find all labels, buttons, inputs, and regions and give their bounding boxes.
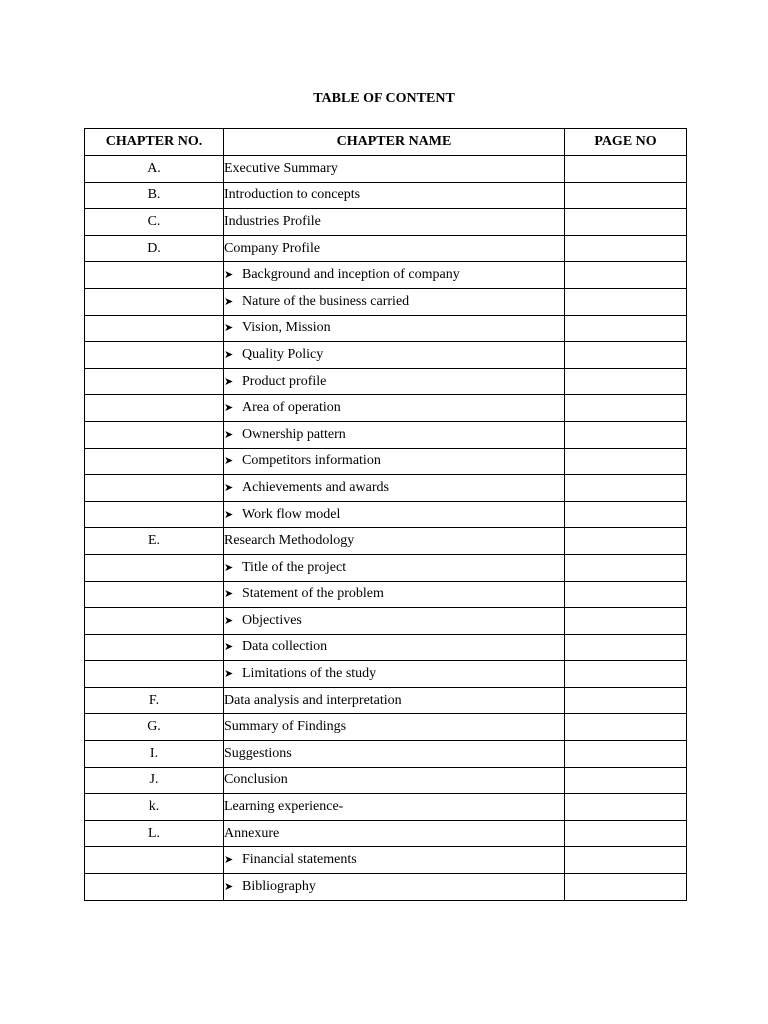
chapter-number: I. bbox=[85, 741, 224, 768]
chapter-name: Conclusion bbox=[224, 772, 288, 788]
chapter-name-cell bbox=[224, 581, 565, 608]
arrowhead-bullet-icon: ➤ bbox=[224, 401, 234, 415]
page-number bbox=[565, 608, 687, 635]
chapter-number: L. bbox=[85, 820, 224, 847]
chapter-name: Introduction to concepts bbox=[224, 187, 361, 203]
chapter-number bbox=[85, 421, 224, 448]
page-number bbox=[565, 448, 687, 475]
page-number bbox=[565, 288, 687, 315]
chapter-number bbox=[85, 368, 224, 395]
chapter-number bbox=[85, 661, 224, 688]
chapter-name: Data analysis and interpretation bbox=[224, 692, 402, 708]
table-row bbox=[85, 741, 687, 768]
chapter-number bbox=[85, 608, 224, 635]
table-row bbox=[85, 235, 687, 262]
chapter-number: E. bbox=[85, 528, 224, 555]
arrowhead-bullet-icon: ➤ bbox=[224, 374, 234, 388]
chapter-name: Financial statements bbox=[242, 852, 357, 868]
page-number bbox=[565, 235, 687, 262]
chapter-name: Summary of Findings bbox=[224, 719, 347, 735]
page-number bbox=[565, 767, 687, 794]
arrowhead-bullet-icon: ➤ bbox=[224, 587, 234, 601]
table-row bbox=[85, 820, 687, 847]
chapter-number bbox=[85, 874, 224, 901]
chapter-name-cell bbox=[224, 847, 565, 874]
page-number bbox=[565, 554, 687, 581]
chapter-number bbox=[85, 634, 224, 661]
table-body bbox=[85, 156, 687, 901]
chapter-name-cell bbox=[224, 342, 565, 369]
chapter-name: Bibliography bbox=[242, 878, 316, 894]
page-number bbox=[565, 315, 687, 342]
page-number bbox=[565, 528, 687, 555]
table-row bbox=[85, 262, 687, 289]
chapter-name-cell bbox=[224, 608, 565, 635]
page-title: TABLE OF CONTENT bbox=[313, 91, 455, 106]
chapter-number bbox=[85, 475, 224, 502]
table-header-row bbox=[85, 129, 687, 156]
arrowhead-bullet-icon: ➤ bbox=[224, 507, 234, 521]
chapter-name-cell bbox=[224, 288, 565, 315]
chapter-name-cell bbox=[224, 874, 565, 901]
chapter-name-cell bbox=[224, 315, 565, 342]
table-row bbox=[85, 421, 687, 448]
chapter-name-cell bbox=[224, 421, 565, 448]
chapter-name-cell bbox=[224, 368, 565, 395]
page-number bbox=[565, 874, 687, 901]
chapter-name-cell bbox=[224, 156, 565, 183]
chapter-name-cell bbox=[224, 741, 565, 768]
chapter-name-cell bbox=[224, 634, 565, 661]
chapter-name-cell bbox=[224, 395, 565, 422]
chapter-number: J. bbox=[85, 767, 224, 794]
table-row bbox=[85, 528, 687, 555]
chapter-number bbox=[85, 554, 224, 581]
chapter-name-cell bbox=[224, 661, 565, 688]
chapter-name: Vision, Mission bbox=[242, 320, 331, 336]
chapter-name-cell bbox=[224, 475, 565, 502]
chapter-name-cell bbox=[224, 528, 565, 555]
table-row bbox=[85, 156, 687, 183]
table-row bbox=[85, 182, 687, 209]
chapter-name: Area of operation bbox=[242, 400, 341, 416]
page-number bbox=[565, 847, 687, 874]
chapter-name: Company Profile bbox=[224, 240, 321, 256]
chapter-number: C. bbox=[85, 209, 224, 236]
arrowhead-bullet-icon: ➤ bbox=[224, 347, 234, 361]
chapter-number bbox=[85, 847, 224, 874]
chapter-number: A. bbox=[85, 156, 224, 183]
page-number bbox=[565, 262, 687, 289]
page-number bbox=[565, 501, 687, 528]
table-row bbox=[85, 767, 687, 794]
header-page-no: PAGE NO bbox=[565, 129, 687, 156]
chapter-name-cell bbox=[224, 209, 565, 236]
page-number bbox=[565, 581, 687, 608]
table-row bbox=[85, 288, 687, 315]
page-number bbox=[565, 475, 687, 502]
chapter-number bbox=[85, 262, 224, 289]
chapter-name: Competitors information bbox=[242, 453, 381, 469]
chapter-name: Annexure bbox=[224, 825, 280, 841]
table-row bbox=[85, 342, 687, 369]
chapter-name: Background and inception of company bbox=[242, 267, 460, 283]
chapter-name-cell bbox=[224, 820, 565, 847]
chapter-name: Statement of the problem bbox=[242, 586, 384, 602]
table-row bbox=[85, 448, 687, 475]
arrowhead-bullet-icon: ➤ bbox=[224, 560, 234, 574]
chapter-number bbox=[85, 315, 224, 342]
chapter-number bbox=[85, 448, 224, 475]
chapter-name-cell bbox=[224, 554, 565, 581]
chapter-name-cell bbox=[224, 262, 565, 289]
table-row bbox=[85, 501, 687, 528]
page-number bbox=[565, 209, 687, 236]
arrowhead-bullet-icon: ➤ bbox=[224, 454, 234, 468]
chapter-name-cell bbox=[224, 182, 565, 209]
table-row bbox=[85, 209, 687, 236]
page-number bbox=[565, 342, 687, 369]
chapter-number bbox=[85, 288, 224, 315]
chapter-name: Title of the project bbox=[242, 559, 347, 575]
table-row bbox=[85, 315, 687, 342]
chapter-name-cell bbox=[224, 501, 565, 528]
page-number bbox=[565, 820, 687, 847]
chapter-name: Limitations of the study bbox=[242, 666, 377, 682]
chapter-name: Executive Summary bbox=[224, 160, 338, 176]
chapter-name: Industries Profile bbox=[224, 213, 321, 229]
chapter-name: Quality Policy bbox=[242, 346, 324, 362]
page-number bbox=[565, 156, 687, 183]
page-number bbox=[565, 687, 687, 714]
table-row bbox=[85, 874, 687, 901]
page-number bbox=[565, 368, 687, 395]
arrowhead-bullet-icon: ➤ bbox=[224, 613, 234, 627]
page-number bbox=[565, 661, 687, 688]
chapter-name-cell bbox=[224, 448, 565, 475]
table-row bbox=[85, 395, 687, 422]
chapter-number: F. bbox=[85, 687, 224, 714]
arrowhead-bullet-icon: ➤ bbox=[224, 294, 234, 308]
page-number bbox=[565, 634, 687, 661]
page-number bbox=[565, 182, 687, 209]
table-row bbox=[85, 687, 687, 714]
chapter-name: Objectives bbox=[242, 612, 302, 628]
page-number bbox=[565, 741, 687, 768]
table-of-contents bbox=[84, 128, 687, 901]
table-row bbox=[85, 714, 687, 741]
chapter-name: Learning experience- bbox=[224, 799, 344, 815]
chapter-name-cell bbox=[224, 794, 565, 821]
chapter-number bbox=[85, 581, 224, 608]
table-row bbox=[85, 847, 687, 874]
page-number bbox=[565, 421, 687, 448]
arrowhead-bullet-icon: ➤ bbox=[224, 321, 234, 335]
table-row bbox=[85, 794, 687, 821]
chapter-name: Achievements and awards bbox=[242, 479, 389, 495]
arrowhead-bullet-icon: ➤ bbox=[224, 480, 234, 494]
arrowhead-bullet-icon: ➤ bbox=[224, 853, 234, 867]
chapter-name-cell bbox=[224, 714, 565, 741]
chapter-name-cell bbox=[224, 235, 565, 262]
page-number bbox=[565, 714, 687, 741]
table-row bbox=[85, 368, 687, 395]
table-row bbox=[85, 475, 687, 502]
table-row bbox=[85, 634, 687, 661]
table-row bbox=[85, 661, 687, 688]
header-chapter-no: CHAPTER NO. bbox=[85, 129, 224, 156]
chapter-name: Ownership pattern bbox=[242, 426, 346, 442]
page-number bbox=[565, 794, 687, 821]
table-row bbox=[85, 608, 687, 635]
chapter-number: B. bbox=[85, 182, 224, 209]
arrowhead-bullet-icon: ➤ bbox=[224, 667, 234, 681]
arrowhead-bullet-icon: ➤ bbox=[224, 879, 234, 893]
chapter-number bbox=[85, 342, 224, 369]
chapter-number: D. bbox=[85, 235, 224, 262]
page-number bbox=[565, 395, 687, 422]
chapter-name: Suggestions bbox=[224, 745, 292, 761]
chapter-name-cell bbox=[224, 767, 565, 794]
chapter-name: Research Methodology bbox=[224, 533, 355, 549]
chapter-number: k. bbox=[85, 794, 224, 821]
chapter-number bbox=[85, 395, 224, 422]
chapter-name: Product profile bbox=[242, 373, 327, 389]
chapter-name: Work flow model bbox=[242, 506, 341, 522]
header-chapter-name: CHAPTER NAME bbox=[224, 129, 565, 156]
chapter-number: G. bbox=[85, 714, 224, 741]
chapter-name: Data collection bbox=[242, 639, 328, 655]
arrowhead-bullet-icon: ➤ bbox=[224, 640, 234, 654]
table-row bbox=[85, 554, 687, 581]
chapter-number bbox=[85, 501, 224, 528]
chapter-name: Nature of the business carried bbox=[242, 293, 410, 309]
arrowhead-bullet-icon: ➤ bbox=[224, 427, 234, 441]
chapter-name-cell bbox=[224, 687, 565, 714]
table-row bbox=[85, 581, 687, 608]
arrowhead-bullet-icon: ➤ bbox=[224, 268, 234, 282]
